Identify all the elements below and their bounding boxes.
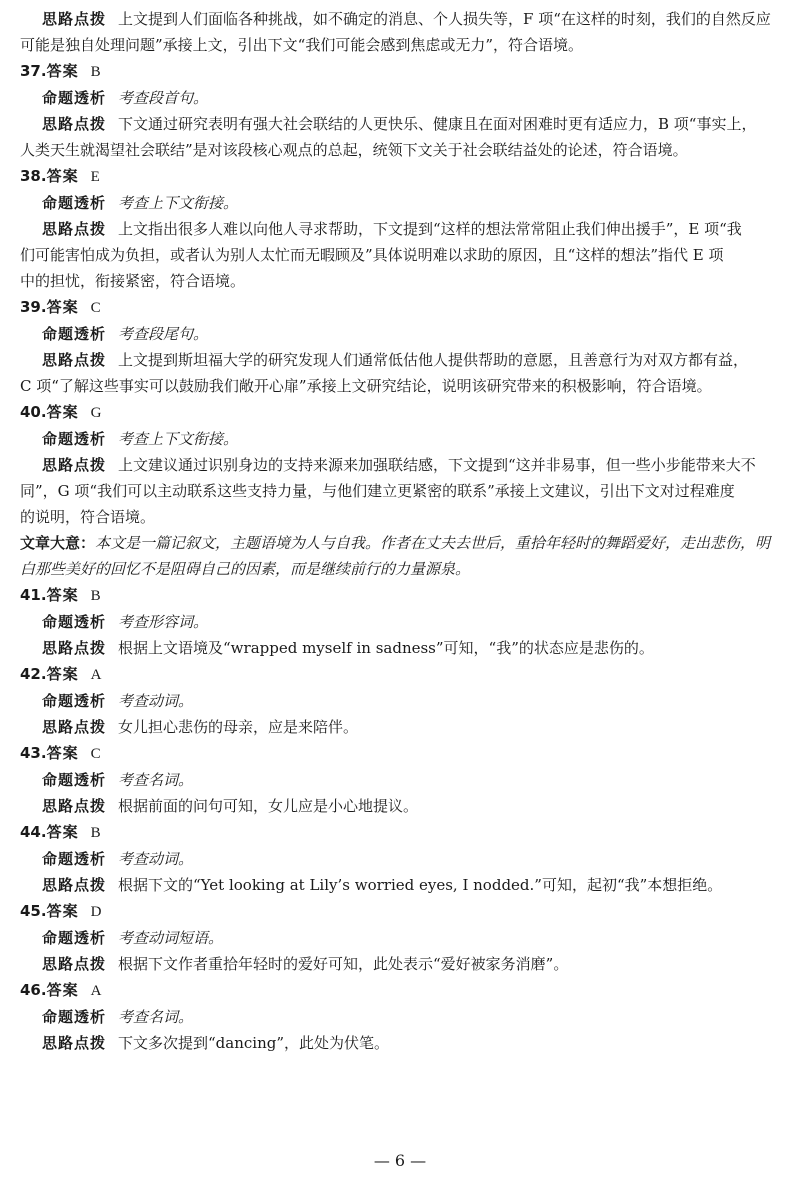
analysis-line: 命题透析 考查名词。 — [42, 1008, 194, 1026]
hint-line: 思路点拨 根据下文的“Yet looking at Lily’s worried eyes, I nodded.”可知，起初“我”本想拒绝。 — [42, 876, 723, 894]
answer-line: 38.答案 E — [20, 167, 100, 185]
analysis-line: 命题透析 考查段首句。 — [42, 89, 209, 107]
hint-line: 思路点拨 上文指出很多人难以向他人寻求帮助，下文提到“这样的想法常常阻止我们伸出援手”，E 项“我 — [42, 220, 742, 238]
analysis-line: 命题透析 考查段尾句。 — [42, 325, 209, 343]
answer-line: 42.答案 A — [20, 665, 102, 683]
answer-line: 37.答案 B — [20, 62, 101, 80]
hint-line: 思路点拨 根据下文作者重拾年轻时的爱好可知，此处表示“爱好被家务消磨”。 — [42, 955, 569, 973]
answer-line: 44.答案 B — [20, 823, 101, 841]
analysis-line: 命题透析 考查名词。 — [42, 771, 194, 789]
hint-line: 人类天生就渴望社会联结”是对该段核心观点的总起，统领下文关于社会联结益处的论述，符合语境。 — [20, 141, 688, 159]
answer-line: 41.答案 B — [20, 586, 101, 604]
answer-option: B — [90, 64, 101, 80]
hint-line: C 项“了解这些事实可以鼓励我们敞开心扉”承接上文研究结论，说明该研究带来的积极影响，符合语境。 — [20, 377, 712, 395]
hint-line: 中的担忧，衔接紧密，符合语境。 — [20, 272, 246, 290]
hint-label: 思路点拨 — [42, 10, 107, 28]
answer-line: 43.答案 C — [20, 744, 101, 762]
analysis-line: 命题透析 考查动词短语。 — [42, 929, 224, 947]
answer-option: A — [90, 983, 102, 999]
hint-line: 思路点拨 女儿担心悲伤的母亲，应是来陪伴。 — [42, 718, 359, 736]
answer-option: G — [90, 405, 102, 421]
summary-line: 文章大意：本文是一篇记叙文，主题语境为人与自我。作者在丈夫去世后，重拾年轻时的舞蹈爱好，走出悲伤，明 — [20, 534, 771, 552]
answer-line: 40.答案 G — [20, 403, 102, 421]
hint-line: 可能是独自处理问题”承接上文，引出下文“我们可能会感到焦虑或无力”，符合语境。 — [20, 36, 584, 54]
hint-line: 的说明，符合语境。 — [20, 508, 156, 526]
hint-line: 们可能害怕成为负担，或者认为别人太忙而无暇顾及”具体说明难以求助的原因，且“这样的想法”指代 E 项 — [20, 246, 724, 264]
analysis-line: 命题透析 考查形容词。 — [42, 613, 209, 631]
answer-option: E — [90, 169, 100, 185]
hint-line: 思路点拨 上文建议通过识别身边的支持来源来加强联结感，下文提到“这并非易事，但一些小步能带来大不 — [42, 456, 756, 474]
hint-line: 思路点拨 上文提到斯坦福大学的研究发现人们通常低估他人提供帮助的意愿，且善意行为对双方都有益， — [42, 351, 749, 369]
analysis-line: 命题透析 考查动词。 — [42, 850, 194, 868]
analysis-line: 命题透析 考查上下文衔接。 — [42, 430, 239, 448]
hint-line: 思路点拨 下文通过研究表明有强大社会联结的人更快乐、健康且在面对困难时更有适应力，B 项“事实上， — [42, 115, 757, 133]
hint-line: 思路点拨 上文提到人们面临各种挑战，如不确定的消息、个人损失等，F 项“在这样的时刻，我们的自然反应 — [42, 10, 771, 28]
answer-option: B — [90, 825, 101, 841]
answer-option: B — [90, 588, 101, 604]
hint-line: 思路点拨 根据上文语境及“wrapped myself in sadness”可知，“我”的状态应是悲伤的。 — [42, 639, 654, 657]
answer-line: 39.答案 C — [20, 298, 101, 316]
hint-line: 思路点拨 下文多次提到“dancing”，此处为伏笔。 — [42, 1034, 390, 1052]
answer-line: 45.答案 D — [20, 902, 102, 920]
summary-line: 白那些美好的回忆不是阻碍自己的因素，而是继续前行的力量源泉。 — [20, 560, 471, 578]
analysis-line: 命题透析 考查上下文衔接。 — [42, 194, 239, 212]
answer-line: 46.答案 A — [20, 981, 102, 999]
answer-option: D — [90, 904, 102, 920]
hint-line: 同”，G 项“我们可以主动联系这些支持力量，与他们建立更紧密的联系”承接上文建议，引出下文对过程难度 — [20, 482, 735, 500]
hint-line: 思路点拨 根据前面的问句可知，女儿应是小心地提议。 — [42, 797, 419, 815]
page-number: — 6 — — [373, 1151, 427, 1170]
answer-option: A — [90, 667, 102, 683]
answer-option: C — [90, 746, 101, 762]
page-content — [20, 6, 782, 1056]
answer-option: C — [90, 300, 101, 316]
analysis-line: 命题透析 考查动词。 — [42, 692, 194, 710]
summary-label: 文章大意： — [20, 534, 96, 552]
